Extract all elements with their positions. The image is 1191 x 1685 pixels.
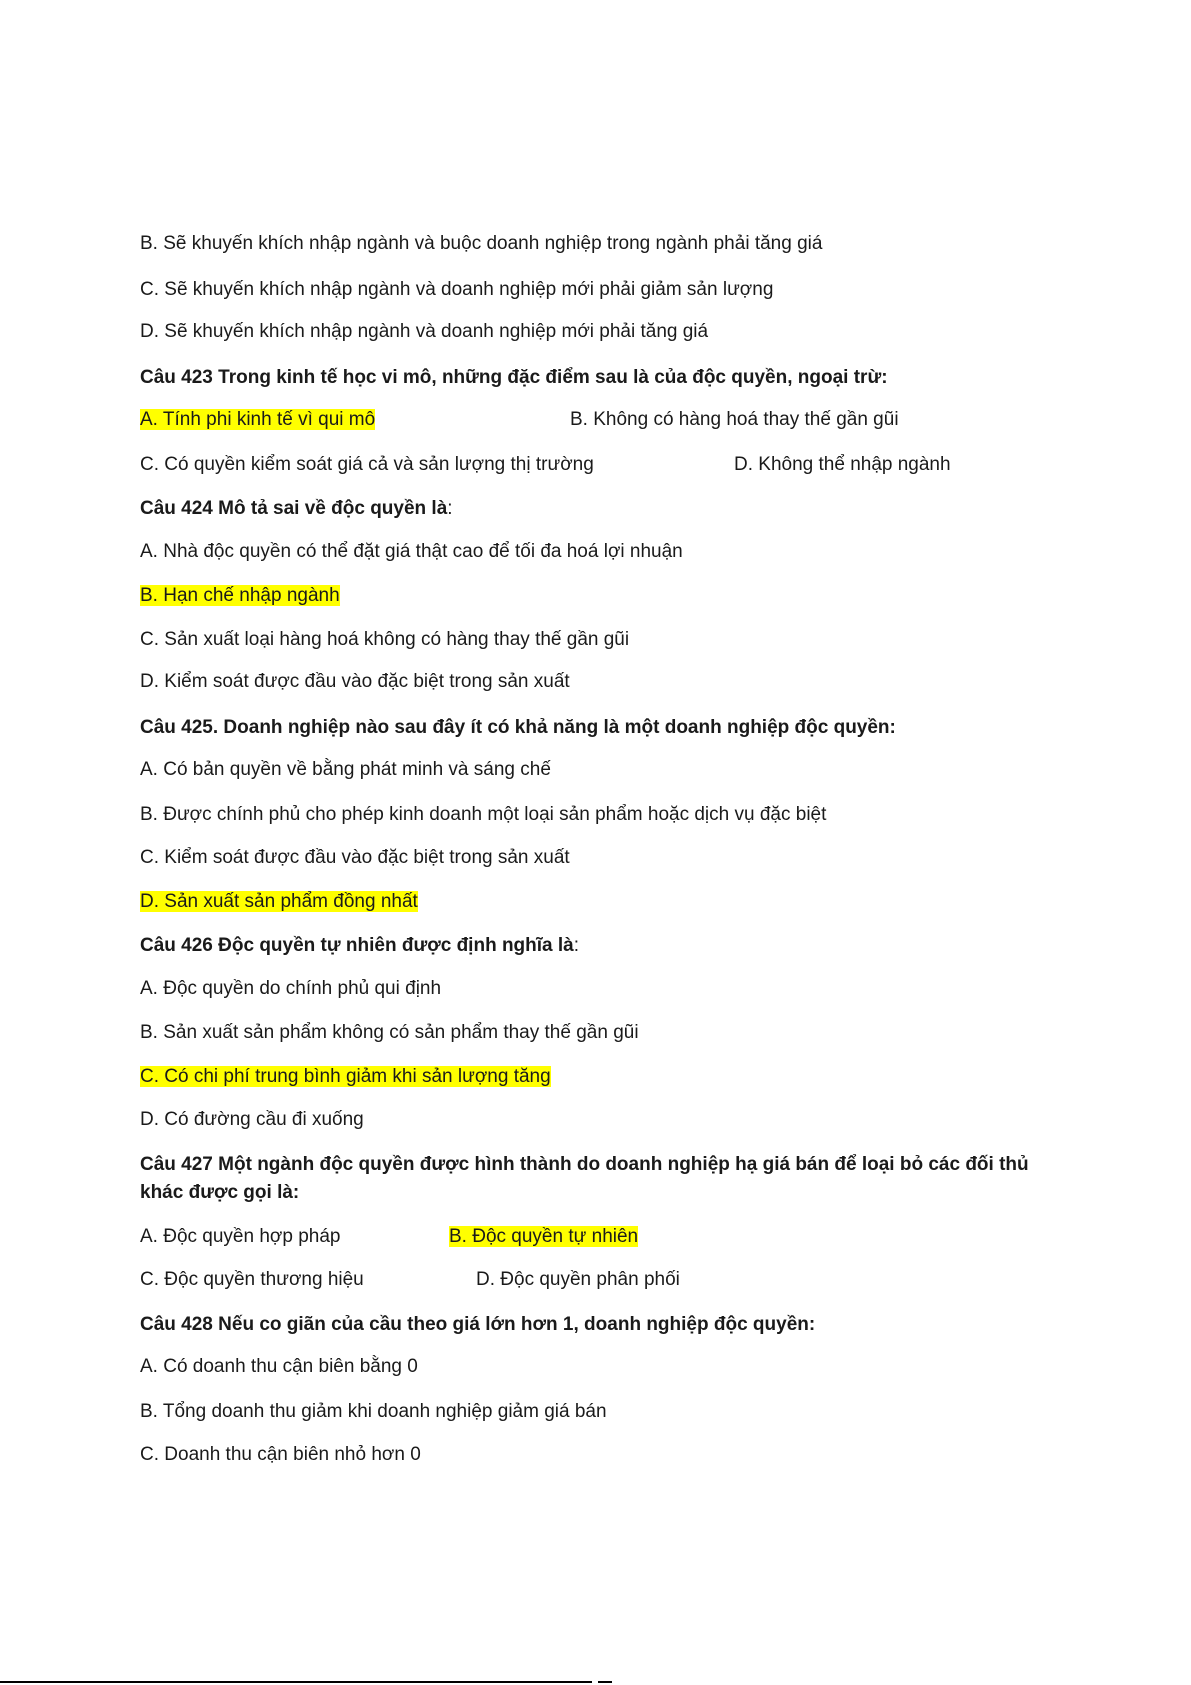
question-423: Câu 423 Trong kinh tế học vi mô, những đặc điểm sau là của độc quyền, ngoại trừ:: [140, 367, 888, 388]
question-425: Câu 425. Doanh nghiệp nào sau đây ít có khả năng là một doanh nghiệp độc quyền:: [140, 717, 896, 738]
option-q424-c: C. Sản xuất loại hàng hoá không có hàng thay thế gần gũi: [140, 629, 630, 650]
option-q422-b: B. Sẽ khuyến khích nhập ngành và buộc doanh nghiệp trong ngành phải tăng giá: [140, 233, 823, 254]
highlighted-answer: C. Có chi phí trung bình giảm khi sản lượng tăng: [140, 1066, 551, 1087]
highlighted-answer: B. Hạn chế nhập ngành: [140, 585, 340, 606]
option-q425-a: A. Có bản quyền về bằng phát minh và sáng chế: [140, 759, 551, 780]
option-q423-b: B. Không có hàng hoá thay thế gần gũi: [570, 409, 899, 430]
option-q427-a: A. Độc quyền hợp pháp: [140, 1226, 341, 1247]
option-q424-b: [140, 584, 340, 608]
option-q425-c: C. Kiểm soát được đầu vào đặc biệt trong sản xuất: [140, 847, 570, 868]
option-q423-d: D. Không thể nhập ngành: [734, 454, 951, 475]
option-q427-b: [449, 1225, 638, 1249]
question-426-text: Câu 426 Độc quyền tự nhiên được định nghĩa là: [140, 935, 574, 956]
question-426-colon: :: [573, 935, 580, 956]
option-q427-c: C. Độc quyền thương hiệu: [140, 1269, 364, 1290]
option-q426-c: [140, 1065, 551, 1089]
option-q425-d: [140, 890, 418, 914]
option-q422-c: C. Sẽ khuyến khích nhập ngành và doanh nghiệp mới phải giảm sản lượng: [140, 279, 774, 300]
option-q428-a: A. Có doanh thu cận biên bằng 0: [140, 1356, 418, 1377]
question-427: Câu 427 Một ngành độc quyền được hình thành do doanh nghiệp hạ giá bán để loại bỏ các đối thủ khác được gọi là:: [140, 1154, 1029, 1203]
option-q424-a: A. Nhà độc quyền có thể đặt giá thật cao để tối đa hoá lợi nhuận: [140, 541, 683, 562]
option-q422-d: D. Sẽ khuyến khích nhập ngành và doanh nghiệp mới phải tăng giá: [140, 321, 709, 342]
question-424-text: Câu 424 Mô tả sai về độc quyền là: [140, 498, 448, 519]
highlighted-answer: B. Độc quyền tự nhiên: [449, 1226, 639, 1247]
option-q426-b: B. Sản xuất sản phẩm không có sản phẩm thay thế gần gũi: [140, 1022, 639, 1043]
option-q424-d: D. Kiểm soát được đầu vào đặc biệt trong sản xuất: [140, 671, 570, 692]
highlighted-answer: D. Sản xuất sản phẩm đồng nhất: [140, 891, 418, 912]
option-q423-c: C. Có quyền kiểm soát giá cả và sản lượng thị trường: [140, 454, 594, 475]
question-424-colon: :: [447, 498, 453, 519]
page-bottom-rule-segment: [598, 1681, 612, 1683]
option-q426-d: D. Có đường cầu đi xuống: [140, 1109, 364, 1130]
option-q428-c: C. Doanh thu cận biên nhỏ hơn 0: [140, 1444, 421, 1465]
question-426: [140, 934, 579, 958]
option-q426-a: A. Độc quyền do chính phủ qui định: [140, 978, 442, 999]
question-424: [140, 497, 453, 521]
question-428: Câu 428 Nếu co giãn của cầu theo giá lớn hơn 1, doanh nghiệp độc quyền:: [140, 1314, 816, 1335]
option-q428-b: B. Tổng doanh thu giảm khi doanh nghiệp giảm giá bán: [140, 1401, 607, 1422]
highlighted-answer: A. Tính phi kinh tế vì qui mô: [140, 409, 376, 430]
option-q423-a: [140, 408, 375, 432]
option-q425-b: B. Được chính phủ cho phép kinh doanh một loại sản phẩm hoặc dịch vụ đặc biệt: [140, 804, 827, 825]
page-bottom-rule: [0, 1681, 592, 1683]
option-q427-d: D. Độc quyền phân phối: [476, 1269, 680, 1290]
